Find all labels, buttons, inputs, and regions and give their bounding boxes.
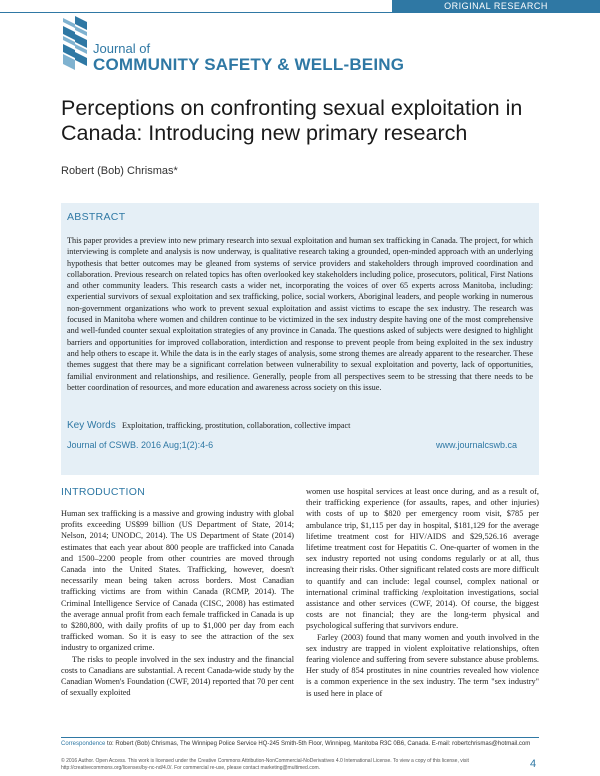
- paragraph: women use hospital services at least once during, and as a result of, their trafficking experience (for assaults, rapes, and other injuries) with costs of up to $820 per emergency room visit, $785 per ambulance trip, $1,115 per day in hospital, $181,129 for the average lifetime treatment cost for HIV/AIDS and $29,526.16 average lifetime treatment cost for Hepatitis C. One-quarter of women in the sex industry reported not using condoms regularly or at all, thus increasing their risks. Other significant related costs are more difficult to quantify and can include: legal counsel, complex national or international criminal trafficking /exploitation investigations, social assistance and other services (CWF, 2014). Of course, the biggest costs are not financial; they are the long-term physical and psychological suffering that survivors endure.: [306, 487, 539, 631]
- article-title: Perceptions on confronting sexual exploitation in Canada: Introducing new primary research: [61, 96, 523, 145]
- abstract-heading: ABSTRACT: [67, 211, 126, 223]
- section-heading-introduction: INTRODUCTION: [61, 486, 146, 498]
- keywords-label: Key Words: [67, 420, 116, 431]
- keywords-text: Exploitation, trafficking, prostitution, collaboration, collective impact: [122, 421, 351, 430]
- abstract-text: This paper provides a preview into new primary research into sexual exploitation and human sex trafficking in Canada. The project, for which interviewing is complete and analysis is now underway, is qualitative research taking a grounded, open-minded approach with an underlying hypothesis that better outcomes may be gleaned from systems of service providers and stakeholders through improved coordination and collaboration. Previous research on related topics has often overlooked key stakeholders including police, prosecutors, political, First Nations and other community leaders. This research casts a wider net, incorporating the voices of over 65 experts across Manitoba, including: experiential survivors of sexual exploitation and sex trafficking, police, social workers, Aboriginal leaders, and people working in numerous non-government organizations who work to prevent sexual exploitation and assist victims to escape the sex industry. The research was focused in Manitoba where women and children continue to be victimized in the sex industry despite having one of the most comprehensive and well-funded counter sexual exploitation strategies of any province in Canada. The questions asked of subjects were designed to highlight barriers and opportunities for improved collaboration, interdiction and response to prevent people from being exploited in the sex industry and help others to escape it. While the data is in the early stages of analysis, some strong themes are already apparent to the researcher. These themes suggest that there may be a significant correlation between vulnerability to sexual exploitation and poverty, lack of opportunities, familial environment and relationships, and resilience. Generally, people from all perspectives seem to be stressing that there needs to be better coordination of resources, and more education and awareness across society on this issue.: [67, 236, 533, 392]
- paragraph: Human sex trafficking is a massive and growing industry with global profits exceeding US$99 billion (US Department of State, 2014; Nelson, 2014; UNODC, 2014). The US Department of State (2014) estimates that each year about 800 people are trafficked into Canada and 1500–2200 people from other countries are moved through Canada into the United States. Trafficking, however, doesn't necessarily mean being taken across borders. Most Canadian trafficking victims are from within Canada (RCMP, 2014). The Criminal Intelligence Service of Canada (CISC, 2008) has estimated the average annual profit from each female trafficked in Canada is up to $280,800, with daily profits of up to $1,000 per day from each trafficked woman. So it is easy to see the attraction of the sex industry to organized crime.: [61, 509, 294, 653]
- correspondence-text: to: Robert (Bob) Chrismas, The Winnipeg Police Service HQ-245 Smith-5th Floor, Winnipeg, Manitoba R3C 0B6, Canada. E-mail: robertchrismas@hotmail.com: [107, 741, 531, 747]
- article-type-banner: [392, 0, 600, 12]
- journal-url-link[interactable]: www.journalcswb.ca: [436, 440, 518, 450]
- top-rule: [0, 12, 600, 13]
- correspondence-note: [61, 741, 539, 749]
- correspondence-label: Correspondence: [61, 741, 106, 747]
- page-number: 4: [530, 758, 537, 770]
- body-column-right: [306, 486, 539, 699]
- author-line: Robert (Bob) Chrismas*: [61, 165, 178, 177]
- citation: Journal of CSWB. 2016 Aug;1(2):4-6: [67, 440, 214, 450]
- journal-logo-icon: [61, 14, 89, 76]
- article-type-label: ORIGINAL RESEARCH: [444, 1, 548, 11]
- footer-rule: [61, 737, 539, 738]
- license-text: © 2016 Author. Open Access. This work is licensed under the Creative Commons Attribution-NonCommercial-NoDerivatives 4.0 International License. To view a copy of this license, visit http://creativecommons.org/licenses/by-nc-nd/4.0/. For commercial re-use, please contact marketing@multimed.com.: [61, 758, 469, 771]
- paragraph: The risks to people involved in the sex industry and the financial costs to Canadians are substantial. A recent Canada-wide study by the Canadian Women's Foundation (CWF, 2014) reported that 70 per cent of sexually exploited: [61, 654, 294, 698]
- body-column-left: [61, 508, 294, 698]
- journal-name: COMMUNITY SAFETY & WELL-BEING: [93, 55, 405, 74]
- journal-name-small: Journal of: [93, 41, 151, 56]
- paragraph: Farley (2003) found that many women and youth involved in the sex industry are trapped in violent exploitative relationships, often fearing violence and suffering from severe substance abuse problems. Her study of 854 prostitutes in nine countries revealed how violence is a common experience in the sex industry. The term "sex industry" is used here in place of: [306, 632, 539, 698]
